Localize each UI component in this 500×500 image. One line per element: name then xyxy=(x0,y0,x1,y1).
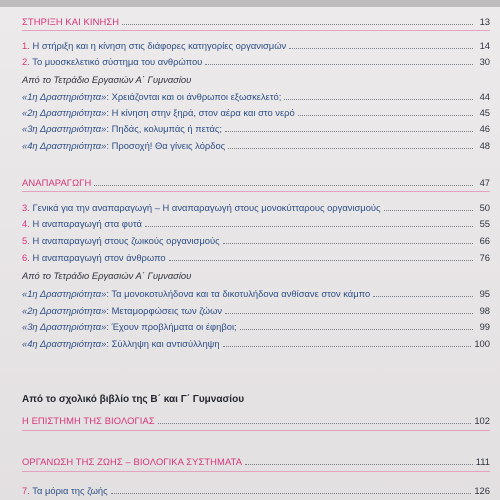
activity-label: «3η Δραστηριότητα» xyxy=(22,123,107,134)
workbook-title: Από το Τετράδιο Εργασιών Α΄ Γυμνασίου xyxy=(22,270,192,281)
chapter-number: 1. xyxy=(22,40,30,51)
activity-label: «2η Δραστηριότητα» xyxy=(22,305,107,316)
section-heading-reproduction[interactable] xyxy=(22,175,490,189)
activity-title: : Πηδάς, κολυμπάς ή πετάς; xyxy=(106,123,222,134)
section-title: ΟΡΓΑΝΩΣΗ ΤΗΣ ΖΩΗΣ – ΒΙΟΛΟΓΙΚΑ ΣΥΣΤΗΜΑΤΑ xyxy=(22,456,243,467)
activity-label: «3η Δραστηριότητα» xyxy=(22,321,107,332)
activity-title: : Προσοχή! Θα γίνεις λόρδος xyxy=(106,140,226,151)
page-number: 66 xyxy=(479,235,490,246)
page-number: 13 xyxy=(479,16,490,27)
section-title: ΑΝΑΠΑΡΑΓΩΓΗ xyxy=(22,177,92,188)
chapter-number: 3. xyxy=(22,202,30,213)
dot-leader xyxy=(94,185,473,186)
chapter-title: Η αναπαραγωγή στα φυτά xyxy=(32,218,142,229)
dot-leader xyxy=(225,313,473,314)
page-number: 99 xyxy=(479,321,490,332)
activity-title: : Τα μονοκοτυλήδονα και τα δικοτυλήδονα ανθίσανε στον κάμπο xyxy=(106,288,371,299)
dot-leader xyxy=(169,260,473,261)
chapter-1[interactable] xyxy=(22,38,490,52)
chapter-title: Η αναπαραγωγή στους ζωικούς οργανισμούς xyxy=(32,235,220,246)
dot-leader xyxy=(205,64,473,65)
chapter-5[interactable] xyxy=(22,233,490,247)
activity-1[interactable] xyxy=(22,286,490,300)
chapter-title: Το μυοσκελετικό σύστημα του ανθρώπου xyxy=(32,56,203,67)
second-book-heading: Από το σχολικό βιβλίο της Β΄ και Γ΄ Γυμνασίου xyxy=(22,394,245,405)
page-number: 76 xyxy=(479,252,490,263)
chapter-4[interactable] xyxy=(22,216,490,230)
activity-1[interactable] xyxy=(22,89,490,103)
dot-leader xyxy=(111,493,472,494)
cropped-header-bar xyxy=(0,0,500,7)
section-rule xyxy=(22,430,490,431)
section-rule xyxy=(22,191,490,192)
chapter-number: 6. xyxy=(22,252,30,263)
page-number: 98 xyxy=(479,305,490,316)
activity-2[interactable] xyxy=(22,303,490,317)
dot-leader xyxy=(158,423,472,424)
chapter-title: Η στήριξη και η κίνηση στις διάφορες κατηγορίες οργανισμών xyxy=(32,40,287,51)
section-rule xyxy=(22,471,490,472)
activity-title: : Έχουν προβλήματα οι έφηβοι; xyxy=(106,321,237,332)
activity-label: «2η Δραστηριότητα» xyxy=(22,107,107,118)
page-number: 30 xyxy=(479,56,490,67)
page-number: 48 xyxy=(479,140,490,151)
page-number: 50 xyxy=(479,202,490,213)
activity-label: «1η Δραστηριότητα» xyxy=(22,91,107,102)
page-number: 55 xyxy=(479,218,490,229)
chapter-title: Η αναπαραγωγή στον άνθρωπο xyxy=(32,252,166,263)
chapter-3[interactable] xyxy=(22,200,490,214)
section-heading-science-of-biology[interactable] xyxy=(22,413,490,427)
activity-title: : Σύλληψη και αντισύλληψη xyxy=(106,338,220,349)
activity-label: «1η Δραστηριότητα» xyxy=(22,288,107,299)
chapter-title: Τα μόρια της ζωής xyxy=(32,485,108,496)
workbook-heading xyxy=(22,268,490,282)
dot-leader xyxy=(298,115,473,116)
dot-leader xyxy=(289,48,473,49)
section-heading-support-movement[interactable] xyxy=(22,14,490,28)
page-number: 126 xyxy=(474,485,490,496)
dot-leader xyxy=(228,148,473,149)
dot-leader xyxy=(240,329,473,330)
dot-leader xyxy=(225,131,473,132)
dot-leader xyxy=(373,296,473,297)
page-number: 44 xyxy=(479,91,490,102)
dot-leader xyxy=(223,243,473,244)
workbook-heading xyxy=(22,72,490,86)
page-number: 111 xyxy=(475,456,490,467)
section-rule xyxy=(22,30,490,31)
chapter-6[interactable] xyxy=(22,250,490,264)
dot-leader xyxy=(384,210,473,211)
page-number: 100 xyxy=(474,338,490,349)
dot-leader xyxy=(122,24,473,25)
section-title: ΣΤΗΡΙΞΗ ΚΑΙ ΚΙΝΗΣΗ xyxy=(22,16,120,27)
page-number: 95 xyxy=(479,288,490,299)
activity-3[interactable] xyxy=(22,121,490,135)
activity-4[interactable] xyxy=(22,336,490,350)
chapter-number: 4. xyxy=(22,218,30,229)
chapter-2[interactable] xyxy=(22,54,490,68)
activity-3[interactable] xyxy=(22,319,490,333)
section-heading-organization-of-life[interactable] xyxy=(22,454,490,468)
dot-leader xyxy=(284,99,473,100)
activity-title: : Η κίνηση στην ξηρά, στον αέρα και στο νερό xyxy=(106,107,295,118)
chapter-number: 7. xyxy=(22,485,30,496)
page-number: 46 xyxy=(479,123,490,134)
activity-title: : Μεταμορφώσεις των ζώων xyxy=(106,305,223,316)
section-title: Η ΕΠΙΣΤΗΜΗ ΤΗΣ ΒΙΟΛΟΓΙΑΣ xyxy=(22,415,155,426)
dot-leader xyxy=(223,346,472,347)
chapter-number: 2. xyxy=(22,56,30,67)
activity-label: «4η Δραστηριότητα» xyxy=(22,338,107,349)
dot-leader xyxy=(145,226,473,227)
chapter-7[interactable] xyxy=(22,483,490,497)
page-number: 14 xyxy=(479,40,490,51)
activity-label: «4η Δραστηριότητα» xyxy=(22,140,107,151)
page-number: 45 xyxy=(479,107,490,118)
page-number: 102 xyxy=(474,415,490,426)
chapter-title: Γενικά για την αναπαραγωγή – Η αναπαραγωγή στους μονοκύτταρους οργανισμούς xyxy=(32,202,381,213)
activity-2[interactable] xyxy=(22,105,490,119)
workbook-title: Από το Τετράδιο Εργασιών Α΄ Γυμνασίου xyxy=(22,74,192,85)
page-number: 47 xyxy=(479,177,490,188)
activity-4[interactable] xyxy=(22,138,490,152)
dot-leader xyxy=(245,464,473,465)
chapter-number: 5. xyxy=(22,235,30,246)
activity-title: : Χρειάζονται και οι άνθρωποι εξωσκελετό; xyxy=(106,91,282,102)
